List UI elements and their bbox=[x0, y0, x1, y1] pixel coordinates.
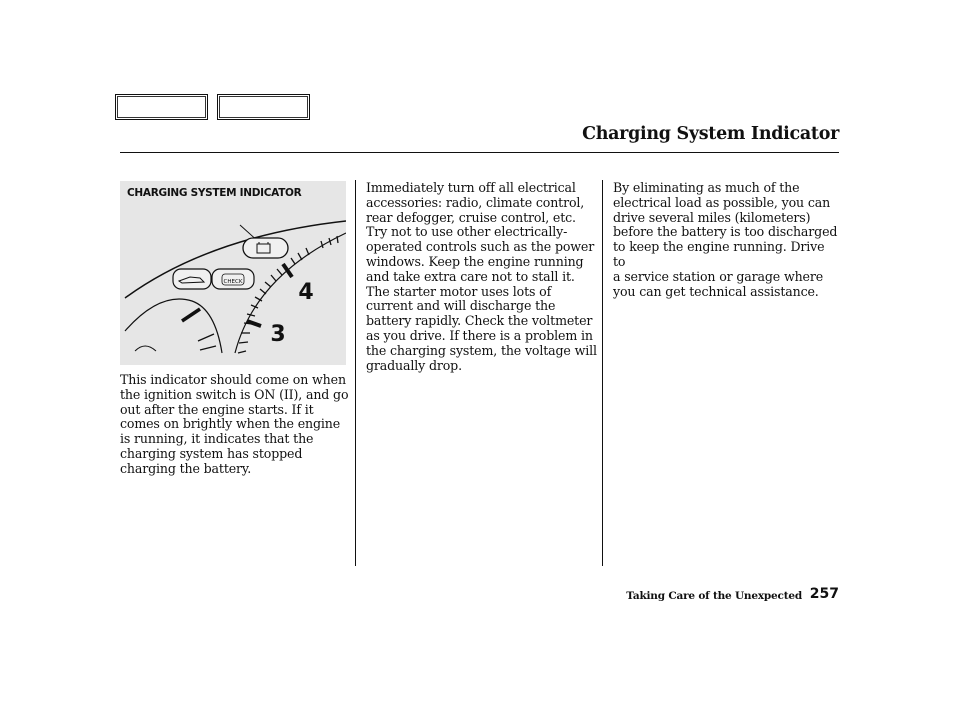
check-engine-label: CHECK bbox=[223, 279, 243, 285]
reduce-load-text: By eliminating as much of the electrical load as possible, you can drive several miles (kilometers) before the battery is too discharged to keep the engine running. Drive to a service station or garage where you can get technical assistance. bbox=[613, 180, 838, 299]
title-divider bbox=[120, 152, 839, 153]
indicator-description: This indicator should come on when the ignition switch is ON (II), and go out after the engine starts. If it comes on brightly when the engine is running, it indicates that the charging system has stopped charging the battery. bbox=[120, 372, 349, 476]
charging-indicator-figure bbox=[120, 181, 346, 365]
instrument-cluster-illustration bbox=[120, 181, 346, 365]
column-divider-right bbox=[602, 180, 603, 566]
section-footer: Taking Care of the Unexpected bbox=[626, 590, 802, 602]
gauge-number-4: 4 bbox=[298, 280, 314, 305]
page-title: Charging System Indicator bbox=[582, 124, 839, 144]
next-page-button[interactable] bbox=[217, 94, 310, 120]
previous-page-button[interactable] bbox=[115, 94, 208, 120]
immediate-actions-text: Immediately turn off all electrical accessories: radio, climate control, rear defogger, cruise control, etc. Try not to use other electrically- operated controls such as the power windows. Keep the engine running and take extra care not to stall it. The starter motor uses lots of current and will discharge the battery rapidly. Check the voltmeter as you drive. If there is a problem in the charging system, the voltage will gradually drop. bbox=[366, 180, 597, 373]
figure-caption: CHARGING SYSTEM INDICATOR bbox=[127, 187, 302, 199]
column-divider-left bbox=[355, 180, 356, 566]
gauge-number-3: 3 bbox=[270, 322, 286, 347]
page-number: 257 bbox=[809, 586, 839, 602]
